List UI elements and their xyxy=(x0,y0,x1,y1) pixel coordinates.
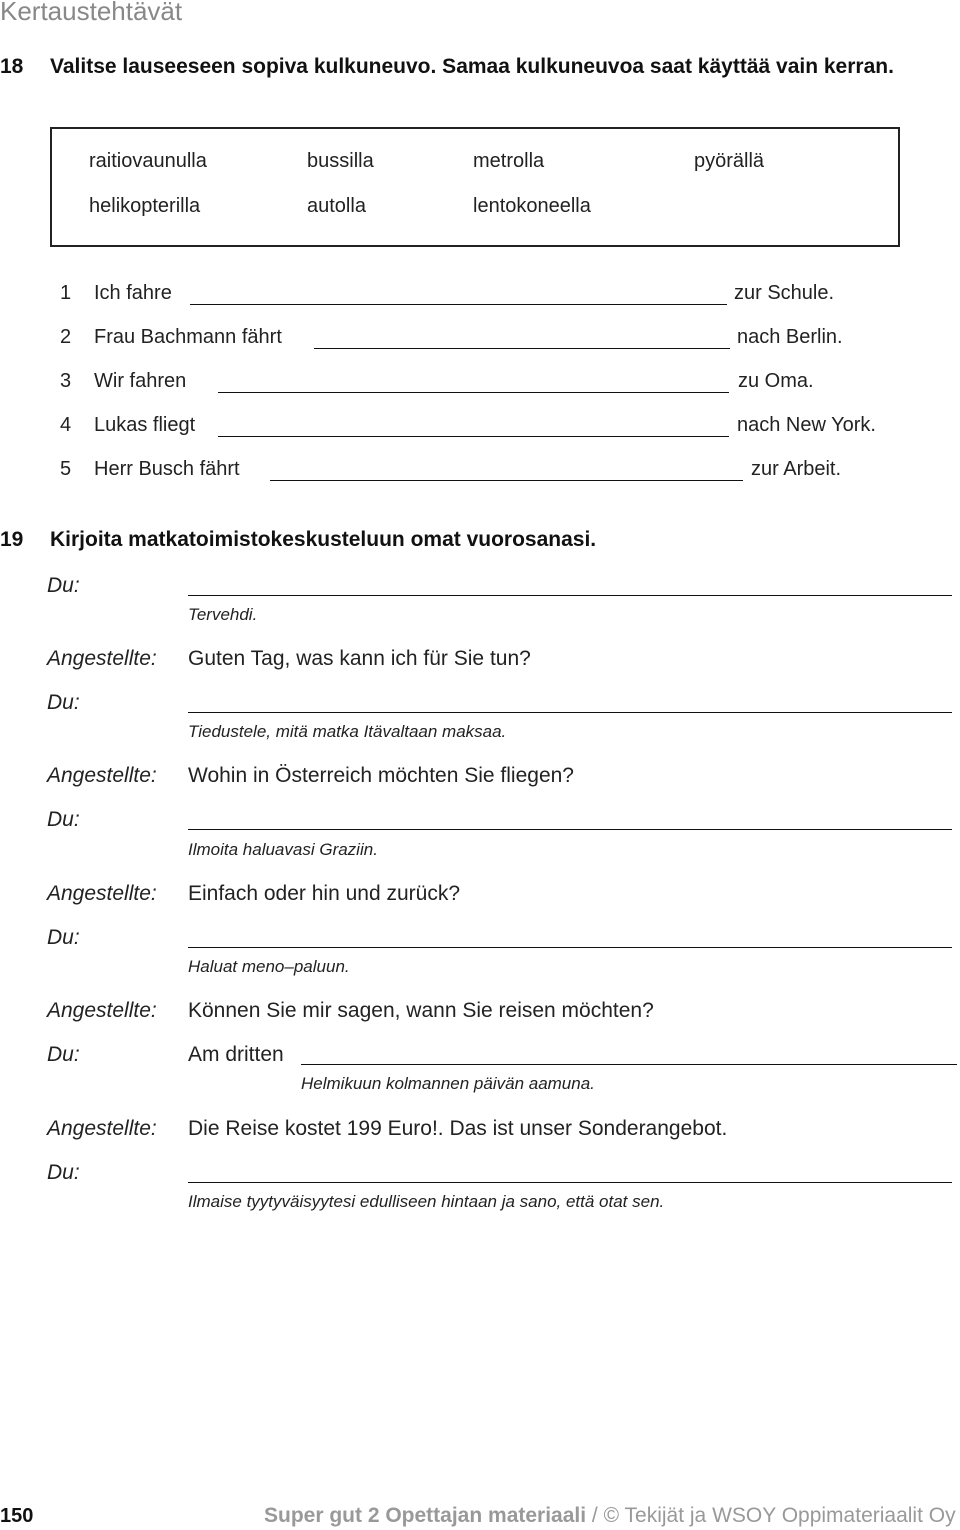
word-bank-item: raitiovaunulla xyxy=(89,150,207,172)
word-bank-item: helikopterilla xyxy=(89,195,201,217)
exercise-number: 19 xyxy=(0,528,24,551)
instruction-text: Kirjoita matkatoimistokeskusteluun omat vuorosanasi. xyxy=(50,528,597,551)
hint-text: Helmikuun kolmannen päivän aamuna. xyxy=(301,1074,595,1093)
exercise-19-instruction xyxy=(0,528,597,552)
word-bank-item: bussilla xyxy=(307,150,374,172)
hint-text: Ilmaise tyytyväisyytesi edulliseen hintaan ja sano, että otat sen. xyxy=(188,1192,665,1211)
speaker-du: Du: xyxy=(47,808,80,831)
sentence-number: 4 xyxy=(60,414,72,436)
word-bank-box xyxy=(50,127,900,247)
answer-blank[interactable] xyxy=(188,829,952,830)
footer-separator: / xyxy=(586,1504,604,1527)
sentence-start: Ich fahre xyxy=(94,282,172,304)
speaker-angestellte: Angestellte: xyxy=(47,999,157,1022)
speaker-du: Du: xyxy=(47,574,80,597)
am-dritten-text: Am dritten xyxy=(188,1043,284,1066)
sentence-start: Wir fahren xyxy=(94,370,187,392)
answer-blank[interactable] xyxy=(188,712,952,713)
speaker-du: Du: xyxy=(47,1161,80,1184)
answer-blank[interactable] xyxy=(188,595,952,596)
word-bank-item: autolla xyxy=(307,195,366,217)
staff-line: Die Reise kostet 199 Euro!. Das ist unser Sonderangebot. xyxy=(188,1117,728,1140)
sentence-end: zur Schule. xyxy=(734,282,835,304)
sentence-end: zur Arbeit. xyxy=(751,458,842,480)
hint-text: Haluat meno–paluun. xyxy=(188,957,350,976)
word-bank-item: lentokoneella xyxy=(473,195,591,217)
answer-blank[interactable] xyxy=(218,436,729,437)
speaker-angestellte: Angestellte: xyxy=(47,882,157,905)
speaker-angestellte: Angestellte: xyxy=(47,1117,157,1140)
word-bank-item: metrolla xyxy=(473,150,545,172)
exercise-number: 18 xyxy=(0,55,24,78)
hint-text: Tervehdi. xyxy=(188,605,258,624)
speaker-du: Du: xyxy=(47,1043,80,1066)
speaker-du: Du: xyxy=(47,926,80,949)
answer-blank[interactable] xyxy=(188,1182,952,1183)
sentence-end: zu Oma. xyxy=(738,370,814,392)
sentence-end: nach Berlin. xyxy=(737,326,843,348)
book-title: Super gut 2 Opettajan materiaali xyxy=(264,1504,587,1527)
staff-line: Guten Tag, was kann ich für Sie tun? xyxy=(188,647,531,670)
sentence-start: Frau Bachmann fährt xyxy=(94,326,282,348)
answer-blank[interactable] xyxy=(314,348,730,349)
speaker-angestellte: Angestellte: xyxy=(47,764,157,787)
speaker-angestellte: Angestellte: xyxy=(47,647,157,670)
answer-blank[interactable] xyxy=(188,947,952,948)
sentence-number: 1 xyxy=(60,282,72,304)
staff-line: Einfach oder hin und zurück? xyxy=(188,882,461,905)
page-number: 150 xyxy=(0,1505,34,1527)
sentence-end: nach New York. xyxy=(737,414,876,436)
section-header: Kertaustehtävät xyxy=(0,0,183,26)
sentence-start: Herr Busch fährt xyxy=(94,458,240,480)
answer-blank[interactable] xyxy=(301,1064,957,1065)
sentence-number: 3 xyxy=(60,370,72,392)
word-bank-item: pyörällä xyxy=(694,150,765,172)
staff-line: Wohin in Österreich möchten Sie fliegen? xyxy=(188,764,574,787)
sentence-start: Lukas fliegt xyxy=(94,414,196,436)
answer-blank[interactable] xyxy=(218,392,729,393)
answer-blank[interactable] xyxy=(190,304,727,305)
sentence-number: 2 xyxy=(60,326,72,348)
hint-text: Tiedustele, mitä matka Itävaltaan maksaa. xyxy=(188,722,507,741)
instruction-text: Valitse lauseeseen sopiva kulkuneuvo. Samaa kulkuneuvoa saat käyttää vain kerran. xyxy=(50,55,894,78)
answer-blank[interactable] xyxy=(270,480,743,481)
footer-credits xyxy=(264,1504,956,1528)
sentence-number: 5 xyxy=(60,458,72,480)
speaker-du: Du: xyxy=(47,691,80,714)
copyright-text: © Tekijät ja WSOY Oppimateriaalit Oy xyxy=(603,1504,956,1527)
hint-text: Ilmoita haluavasi Graziin. xyxy=(188,840,378,859)
staff-line: Können Sie mir sagen, wann Sie reisen möchten? xyxy=(188,999,654,1022)
